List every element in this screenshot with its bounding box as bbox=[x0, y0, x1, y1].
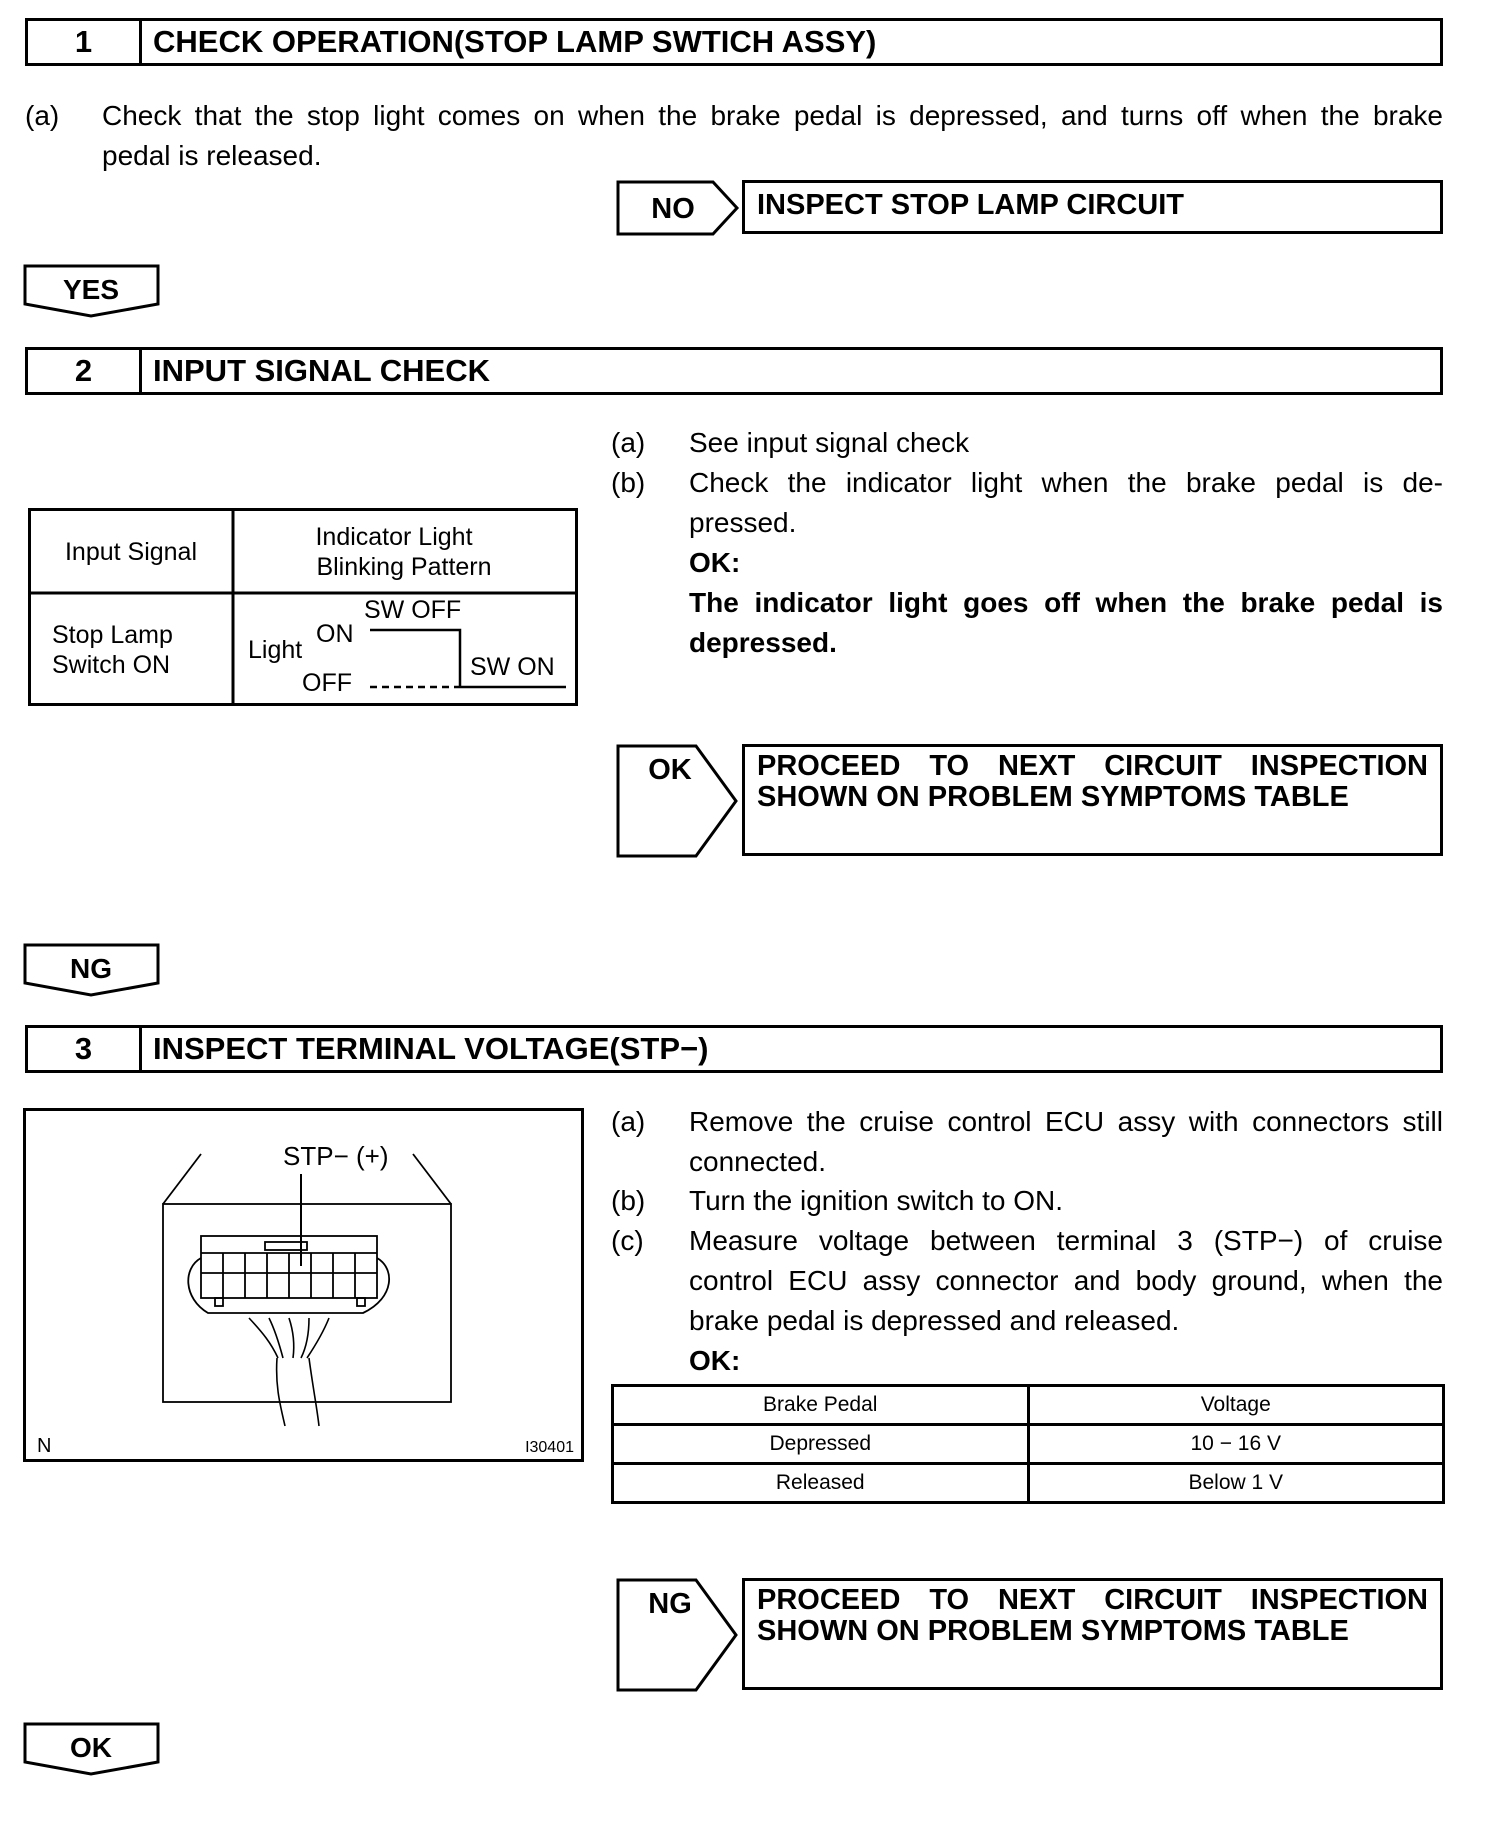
stp-terminal-label: STP− (+) bbox=[283, 1141, 389, 1171]
step1-header bbox=[25, 18, 1443, 66]
step3-item-c-line1: Measure voltage between terminal 3 (STP−) of cruise bbox=[689, 1225, 1443, 1256]
voltage-table-cell: Below 1 V bbox=[1028, 1464, 1444, 1503]
step3-ng-arrow-box bbox=[616, 1578, 740, 1692]
step1-title: CHECK OPERATION(STOP LAMP SWTICH ASSY) bbox=[153, 24, 877, 59]
ecu-connector-figure bbox=[23, 1108, 585, 1463]
voltage-table bbox=[611, 1384, 1445, 1504]
step3-header bbox=[25, 1025, 1443, 1073]
step3-item-c-label: (c) bbox=[611, 1225, 644, 1256]
step2-ok-result-box bbox=[742, 744, 1443, 856]
step3-item-c-text bbox=[689, 1221, 1443, 1381]
ok-flow-tab bbox=[23, 1722, 161, 1776]
no-arrow-box bbox=[616, 180, 740, 236]
step3-ok-label: OK: bbox=[689, 1345, 741, 1376]
step3-item-c-line3: brake pedal is depressed and released. bbox=[689, 1305, 1180, 1336]
ng-label: NG bbox=[70, 953, 112, 984]
step2-ok-arrow-box bbox=[616, 744, 740, 858]
indicator-header-line1: Indicator Light bbox=[315, 523, 473, 551]
step2-ok-result-line1: PROCEED TO NEXT CIRCUIT INSPECTION bbox=[757, 750, 1428, 782]
step2-item-b-text bbox=[689, 463, 1443, 663]
step3-item-b-text: Turn the ignition switch to ON. bbox=[689, 1185, 1064, 1216]
step3-ng-result-box bbox=[742, 1578, 1443, 1690]
voltage-table-cell: 10 − 16 V bbox=[1028, 1425, 1444, 1464]
pattern-on-line bbox=[370, 630, 460, 687]
step3-item-c-line2: control ECU assy connector and body ground, when the bbox=[689, 1265, 1443, 1296]
figure-id: I30401 bbox=[525, 1439, 574, 1456]
pattern-sw-off-label: SW OFF bbox=[364, 596, 462, 624]
ng-flow-tab bbox=[23, 943, 161, 997]
step2-item-a-text: See input signal check bbox=[689, 427, 970, 458]
step2-header bbox=[25, 347, 1443, 395]
step3-title: INSPECT TERMINAL VOLTAGE(STP−) bbox=[153, 1031, 709, 1066]
pattern-on-label: ON bbox=[316, 620, 354, 648]
step3-item-b-label: (b) bbox=[611, 1185, 646, 1216]
no-result-text: INSPECT STOP LAMP CIRCUIT bbox=[757, 189, 1184, 221]
indicator-header-line2: Blinking Pattern bbox=[316, 553, 492, 581]
step2-ok-result-line2: SHOWN ON PROBLEM SYMPTOMS TABLE bbox=[757, 781, 1349, 813]
signal-row-line1: Stop Lamp bbox=[52, 621, 173, 649]
step2-item-b-line2: pressed. bbox=[689, 507, 797, 538]
voltage-table-header-voltage: Voltage bbox=[1028, 1386, 1444, 1425]
step2-title: INPUT SIGNAL CHECK bbox=[153, 353, 491, 388]
step3-ng-result-line1: PROCEED TO NEXT CIRCUIT INSPECTION bbox=[757, 1584, 1428, 1616]
yes-label: YES bbox=[62, 274, 120, 305]
voltage-table-header-row bbox=[613, 1386, 1444, 1425]
voltage-table-cell: Depressed bbox=[613, 1425, 1029, 1464]
input-signal-header: Input Signal bbox=[64, 538, 198, 566]
pattern-off-label: OFF bbox=[302, 669, 352, 697]
signal-row-line2: Switch ON bbox=[52, 651, 171, 679]
table-row bbox=[613, 1425, 1444, 1464]
yes-flow-tab bbox=[23, 264, 161, 318]
step1-item-a-label: (a) bbox=[25, 100, 60, 131]
step1-item-a-text bbox=[102, 96, 1443, 176]
step3-item-a-line1: Remove the cruise control ECU assy with connectors still bbox=[689, 1106, 1443, 1137]
step2-ok-line1: The indicator light goes off when the brake pedal is bbox=[689, 587, 1443, 618]
step1-number: 1 bbox=[28, 21, 142, 63]
step3-ng-result-line2: SHOWN ON PROBLEM SYMPTOMS TABLE bbox=[757, 1615, 1349, 1647]
step2-ok-arrow-label: OK bbox=[648, 754, 692, 786]
figure-corner-mark: N bbox=[37, 1435, 52, 1457]
step2-ok-line2: depressed. bbox=[689, 627, 837, 658]
step2-item-b-line1: Check the indicator light when the brake pedal is de- bbox=[689, 467, 1443, 498]
step2-number: 2 bbox=[28, 350, 142, 392]
no-result-box bbox=[742, 180, 1443, 234]
input-signal-table bbox=[28, 508, 580, 708]
step1-item-a-line2: pedal is released. bbox=[102, 140, 322, 171]
step3-number: 3 bbox=[28, 1028, 142, 1070]
voltage-table-header-pedal: Brake Pedal bbox=[613, 1386, 1029, 1425]
no-label: NO bbox=[651, 193, 695, 225]
pattern-sw-on-label: SW ON bbox=[470, 653, 555, 681]
ok-bottom-label: OK bbox=[70, 1732, 112, 1763]
table-row bbox=[613, 1464, 1444, 1503]
step2-ok-label: OK: bbox=[689, 547, 741, 578]
step3-item-a-label: (a) bbox=[611, 1106, 646, 1137]
voltage-table-cell: Released bbox=[613, 1464, 1029, 1503]
step2-item-b-label: (b) bbox=[611, 467, 646, 498]
step1-item-a-line1: Check that the stop light comes on when the brake pedal is depressed, and turns off when the brake bbox=[102, 100, 1443, 131]
step2-item-a-label: (a) bbox=[611, 427, 646, 458]
step3-ng-arrow-label: NG bbox=[648, 1588, 692, 1620]
pattern-light-label: Light bbox=[248, 636, 303, 664]
step3-item-a-text bbox=[689, 1102, 1443, 1182]
step3-item-a-line2: connected. bbox=[689, 1146, 826, 1177]
